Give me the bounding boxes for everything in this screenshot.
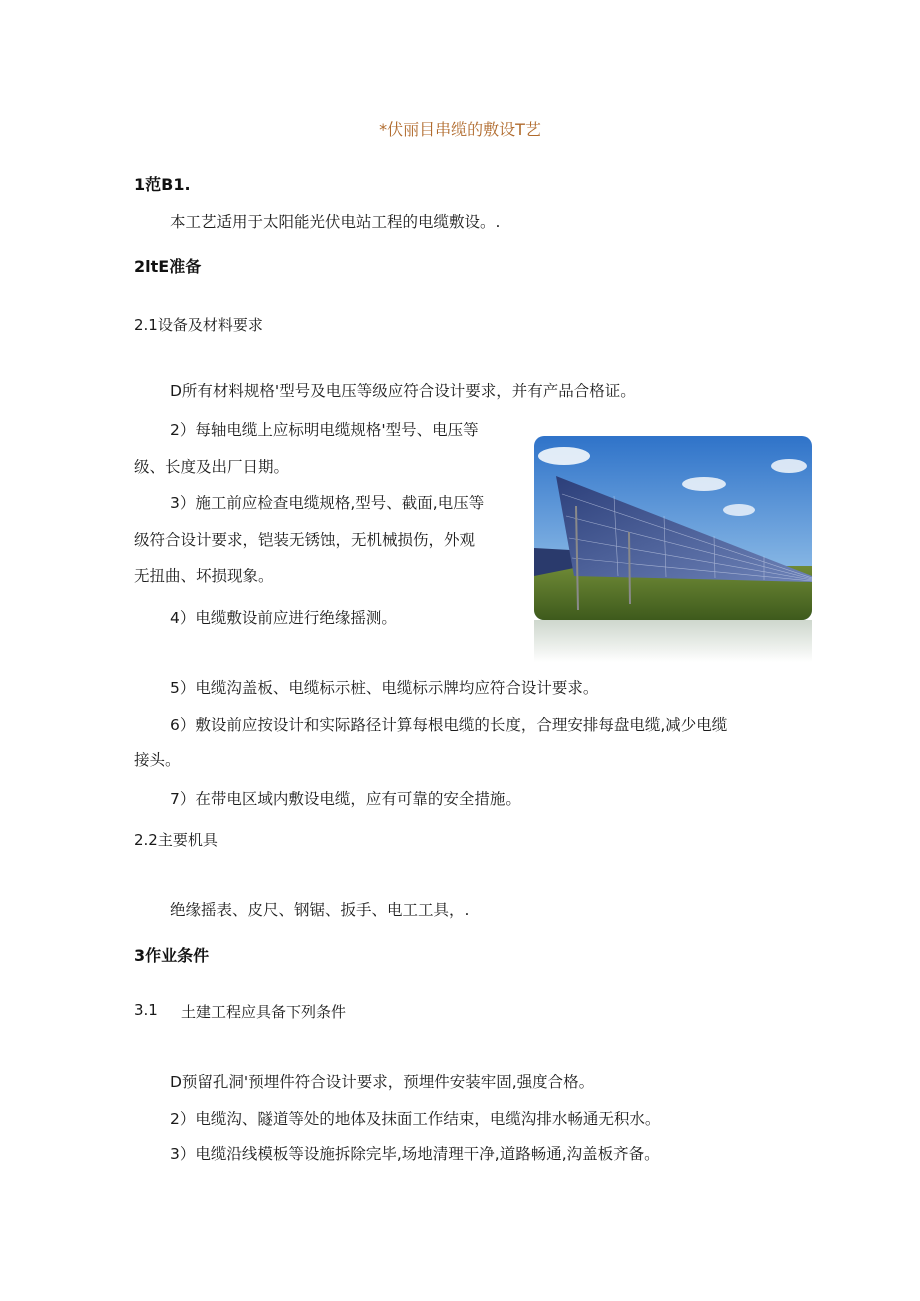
section-2-1-heading: 2.1设备及材料要求 <box>134 316 263 334</box>
list-item: D所有材料规格'型号及电压等级应符合设计要求，并有产品合格证。 <box>170 382 636 400</box>
section-2-2-text: 绝缘摇表、皮尺、钢锯、扳手、电工工具，. <box>170 901 470 919</box>
list-item: 3）施工前应检查电缆规格,型号、截面,电压等 <box>170 494 485 512</box>
document-title: *伏丽目串缆的敷设T艺 <box>379 120 541 139</box>
section-3-1-number: 3.1 <box>134 1001 158 1019</box>
list-item-continuation: 级符合设计要求，铠装无锈蚀，无机械损伤，外观 <box>134 531 476 549</box>
list-item: 5）电缆沟盖板、电缆标示桩、电缆标示牌均应符合设计要求。 <box>170 679 599 697</box>
section-1-text: 本工艺适用于太阳能光伏电站工程的电缆敷设。. <box>170 213 501 231</box>
section-3-heading: 3作业条件 <box>134 946 210 965</box>
section-1-heading: 1范B1. <box>134 175 191 194</box>
list-item-continuation: 级、长度及出厂日期。 <box>134 458 290 476</box>
section-2-heading: 2ltE准备 <box>134 257 202 276</box>
list-item: 2）每轴电缆上应标明电缆规格'型号、电压等 <box>170 421 479 439</box>
solar-panel-photo <box>534 436 812 662</box>
list-item-continuation: 无扭曲、坏损现象。 <box>134 567 274 585</box>
section-3-1-heading: 土建工程应具备下列条件 <box>181 1003 347 1021</box>
list-item: 3）电缆沿线模板等设施拆除完毕,场地清理干净,道路畅通,沟盖板齐备。 <box>170 1145 660 1163</box>
list-item: 6）敷设前应按设计和实际路径计算每根电缆的长度，合理安排每盘电缆,减少电缆 <box>170 716 728 734</box>
list-item-continuation: 接头。 <box>134 751 181 769</box>
section-2-2-heading: 2.2主要机具 <box>134 831 218 849</box>
list-item: 7）在带电区域内敷设电缆，应有可靠的安全措施。 <box>170 790 521 808</box>
list-item: 2）电缆沟、隧道等处的地体及抹面工作结束，电缆沟排水畅通无积水。 <box>170 1110 661 1128</box>
list-item: 4）电缆敷设前应进行绝缘摇测。 <box>170 609 397 627</box>
list-item: D预留孔洞'预埋件符合设计要求，预埋件安装牢固,强度合格。 <box>170 1073 595 1091</box>
